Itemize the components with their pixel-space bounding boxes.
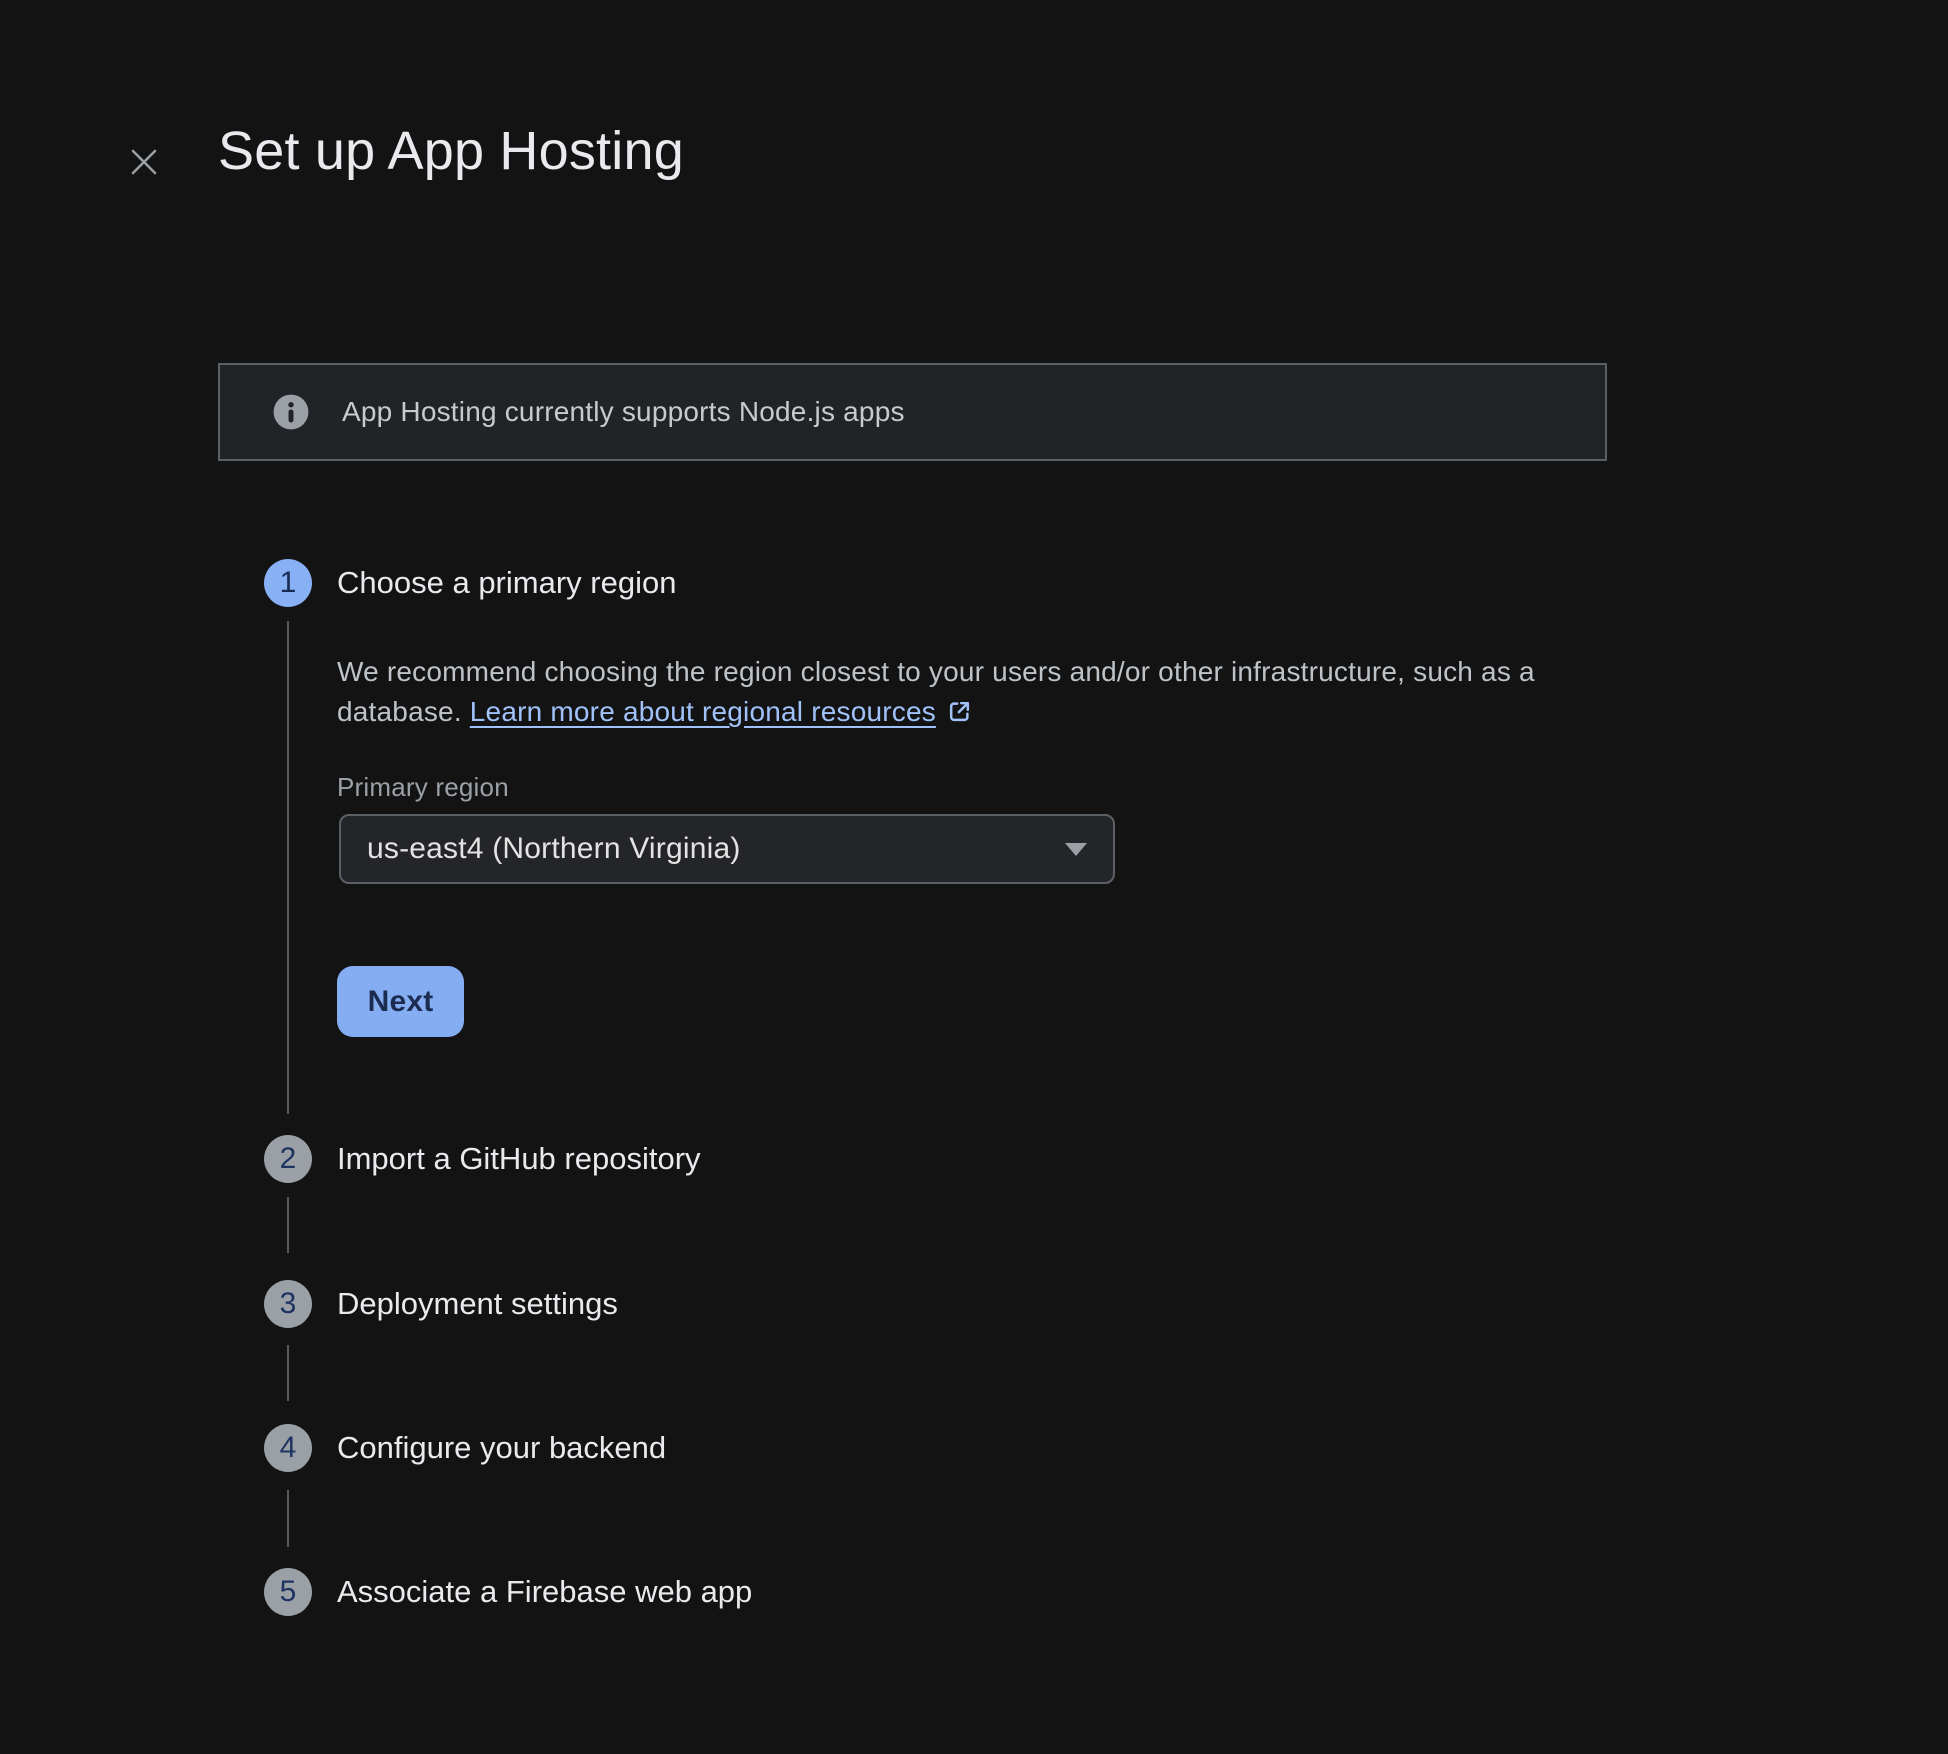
primary-region-label: Primary region	[337, 772, 509, 802]
info-banner	[218, 363, 1607, 461]
learn-more-link[interactable]: Learn more about regional resources	[469, 696, 936, 727]
step-2-indicator	[264, 1135, 312, 1183]
info-icon	[272, 393, 310, 431]
close-icon	[130, 148, 158, 176]
dropdown-caret-icon	[1065, 843, 1087, 856]
step-4-title: Configure your backend	[337, 1430, 667, 1465]
page-title: Set up App Hosting	[218, 121, 684, 181]
step-5-indicator	[264, 1568, 312, 1616]
step-1-indicator	[264, 559, 312, 607]
open-in-new-icon[interactable]	[946, 698, 973, 725]
description-line-1: We recommend choosing the region closest to your users and/or other infrastructure, such as a	[337, 656, 1535, 687]
step-2-number: 2	[279, 1142, 297, 1175]
step-1-title: Choose a primary region	[337, 565, 677, 600]
step-2-title: Import a GitHub repository	[337, 1141, 701, 1176]
primary-region-select[interactable]	[339, 814, 1115, 884]
step-4-number: 4	[279, 1431, 297, 1464]
step-5-number: 5	[279, 1575, 297, 1608]
primary-region-selected-value: us-east4 (Northern Virginia)	[367, 832, 741, 865]
step-3-number: 3	[279, 1287, 297, 1320]
stepper-connector	[287, 1490, 289, 1547]
step-3-title: Deployment settings	[337, 1286, 618, 1321]
close-button[interactable]	[126, 144, 162, 180]
next-button-label: Next	[367, 984, 434, 1018]
step-4-indicator	[264, 1424, 312, 1472]
banner-message: App Hosting currently supports Node.js apps	[342, 396, 905, 427]
stepper-connector	[287, 1197, 289, 1253]
stepper-connector	[287, 1345, 289, 1401]
description-line-2: database.	[337, 696, 470, 727]
step-5-title: Associate a Firebase web app	[337, 1574, 753, 1609]
step-3-indicator	[264, 1280, 312, 1328]
step-1-number: 1	[279, 566, 297, 599]
stepper-connector	[287, 621, 289, 1114]
step-1-description	[337, 652, 1597, 732]
next-button[interactable]	[337, 966, 464, 1037]
